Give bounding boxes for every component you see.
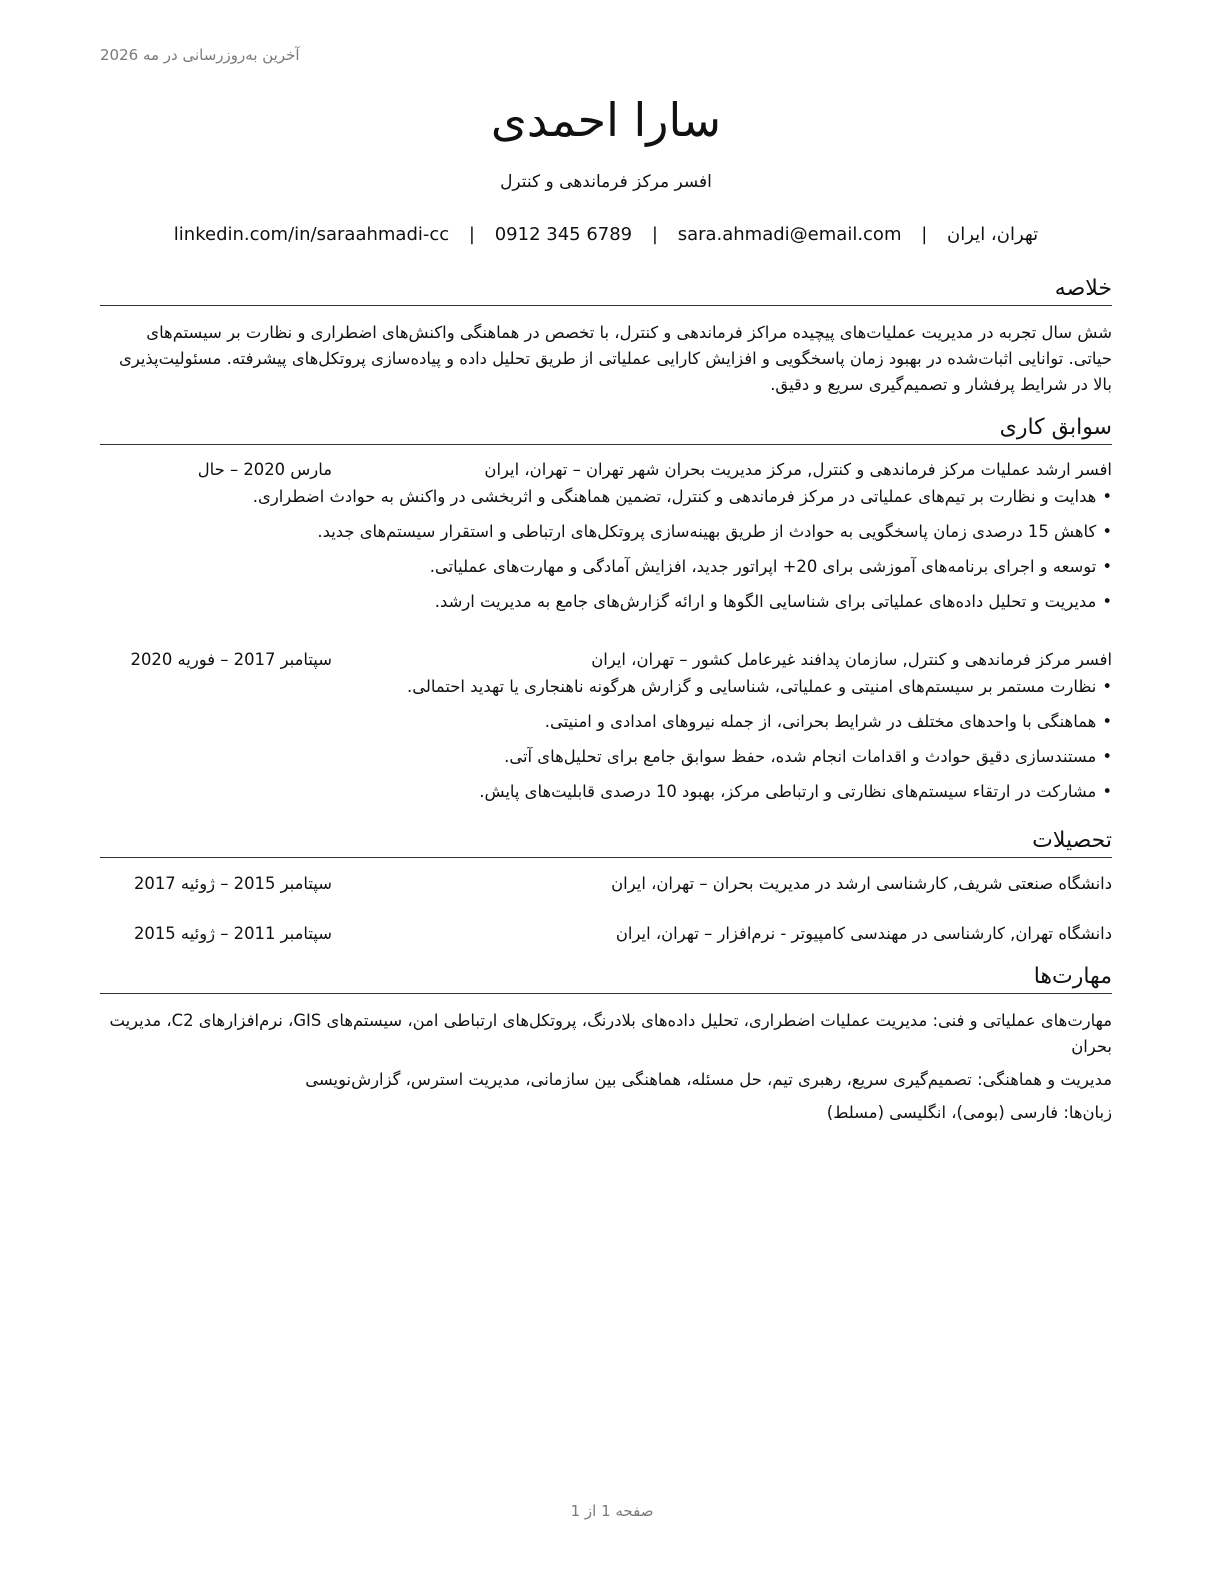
skills-line: مدیریت و هماهنگی: تصمیم‌گیری سریع، رهبری تیم، حل مسئله، هماهنگی بین سازمانی، مدیریت استرس، گزارش‌نویسی bbox=[305, 1070, 1112, 1089]
job-header bbox=[100, 456, 1112, 484]
job-entry bbox=[100, 456, 1112, 624]
contact-separator: | bbox=[921, 224, 928, 245]
job-bullet: •هماهنگی با واحدهای مختلف در شرایط بحرانی، از جمله نیروهای امدادی و امنیتی. bbox=[100, 709, 1112, 735]
job-bullet: •مستندسازی دقیق حوادث و اقدامات انجام شده، حفظ سوابق جامع برای تحلیل‌های آتی. bbox=[100, 744, 1112, 770]
skills-heading: مهارت‌ها bbox=[100, 963, 1112, 994]
job-bullet: •کاهش 15 درصدی زمان پاسخگویی به حوادث از طریق بهینه‌سازی پروتکل‌های ارتباطی و استقرار سیستم‌های جدید. bbox=[100, 519, 1112, 545]
bullet-icon: • bbox=[1102, 747, 1112, 766]
summary-heading: خلاصه bbox=[100, 275, 1112, 306]
job-bullet: •مدیریت و تحلیل داده‌های عملیاتی برای شناسایی الگوها و ارائه گزارش‌های جامع به مدیریت ارشد. bbox=[100, 589, 1112, 615]
job-role: افسر مرکز فرماندهی و کنترل, سازمان پدافند غیرعامل کشور – تهران، ایران bbox=[591, 650, 1112, 669]
education-entry bbox=[100, 870, 1112, 898]
experience-heading: سوابق کاری bbox=[100, 414, 1112, 445]
bullet-icon: • bbox=[1102, 782, 1112, 801]
contact-separator: | bbox=[468, 224, 475, 245]
education-heading: تحصیلات bbox=[100, 827, 1112, 858]
contact-line bbox=[100, 222, 1112, 248]
job-bullet: •هدایت و نظارت بر تیم‌های عملیاتی در مرکز فرماندهی و کنترل، تضمین هماهنگی و اثربخشی در واکنش به حوادث اضطراری. bbox=[100, 484, 1112, 510]
contact-linkedin[interactable]: linkedin.com/in/saraahmadi-cc bbox=[173, 224, 450, 245]
education-school: دانشگاه تهران, کارشناسی در مهندسی کامپیوتر - نرم‌افزار – تهران، ایران bbox=[615, 924, 1112, 943]
contact-separator: | bbox=[651, 224, 658, 245]
education-dates: سپتامبر 2011 – ژوئیه 2015 bbox=[134, 924, 332, 943]
education-school: دانشگاه صنعتی شریف, کارشناسی ارشد در مدیریت بحران – تهران، ایران bbox=[611, 874, 1112, 893]
job-bullet: •توسعه و اجرای برنامه‌های آموزشی برای 20+ اپراتور جدید، افزایش آمادگی و مهارت‌های عملیاتی. bbox=[100, 554, 1112, 580]
last-updated-note: آخرین به‌روزرسانی در مه 2026 bbox=[100, 46, 300, 64]
bullet-icon: • bbox=[1102, 677, 1112, 696]
bullet-icon: • bbox=[1102, 522, 1112, 541]
job-bullet: •مشارکت در ارتقاء سیستم‌های نظارتی و ارتباطی مرکز، بهبود 10 درصدی قابلیت‌های پایش. bbox=[100, 779, 1112, 805]
skills-line: زبان‌ها: فارسی (بومی)، انگلیسی (مسلط) bbox=[826, 1103, 1112, 1122]
bullet-icon: • bbox=[1102, 487, 1112, 506]
education-entry bbox=[100, 920, 1112, 948]
job-bullets bbox=[100, 674, 1112, 805]
bullet-icon: • bbox=[1102, 592, 1112, 611]
education-dates: سپتامبر 2015 – ژوئیه 2017 bbox=[134, 874, 332, 893]
bullet-icon: • bbox=[1102, 557, 1112, 576]
contact-email[interactable]: sara.ahmadi@email.com bbox=[677, 224, 902, 245]
job-header bbox=[100, 646, 1112, 674]
bullet-icon: • bbox=[1102, 712, 1112, 731]
contact-phone[interactable]: 0912 345 6789 bbox=[494, 224, 633, 245]
job-role: افسر ارشد عملیات مرکز فرماندهی و کنترل, مرکز مدیریت بحران شهر تهران – تهران، ایران bbox=[484, 460, 1112, 479]
resume-page bbox=[100, 0, 1112, 1584]
job-dates: مارس 2020 – حال bbox=[197, 460, 332, 479]
contact-location: تهران، ایران bbox=[947, 224, 1039, 245]
job-bullets bbox=[100, 484, 1112, 615]
page-footer: صفحه 1 از 1 bbox=[570, 1502, 654, 1520]
skills-line: مهارت‌های عملیاتی و فنی: مدیریت عملیات اضطراری، تحلیل داده‌های بلادرنگ، پروتکل‌های ارتباطی امن، سیستم‌های GIS، نرم‌افزارهای C2، مدیریت بحران bbox=[109, 1011, 1112, 1056]
job-bullet: •نظارت مستمر بر سیستم‌های امنیتی و عملیاتی، شناسایی و گزارش هرگونه ناهنجاری یا تهدید احتمالی. bbox=[100, 674, 1112, 700]
candidate-title: افسر مرکز فرماندهی و کنترل bbox=[500, 172, 712, 192]
candidate-name: سارا احمدی bbox=[490, 93, 722, 147]
job-dates: سپتامبر 2017 – فوریه 2020 bbox=[130, 650, 332, 669]
summary-text: شش سال تجربه در مدیریت عملیات‌های پیچیده مراکز فرماندهی و کنترل، با تخصص در هماهنگی واکنش‌های اضطراری و نظارت بر سیستم‌های حیاتی. توانایی اثبات‌شده در بهبود زمان پاسخگویی و افزایش کارایی عملیاتی از طریق تحلیل داده و پیاده‌سازی پروتکل‌های پیشرفته. مسئولیت‌پذیری بالا در شرایط پرفشار و تصمیم‌گیری سریع و دقیق. bbox=[119, 323, 1112, 394]
job-entry bbox=[100, 646, 1112, 814]
